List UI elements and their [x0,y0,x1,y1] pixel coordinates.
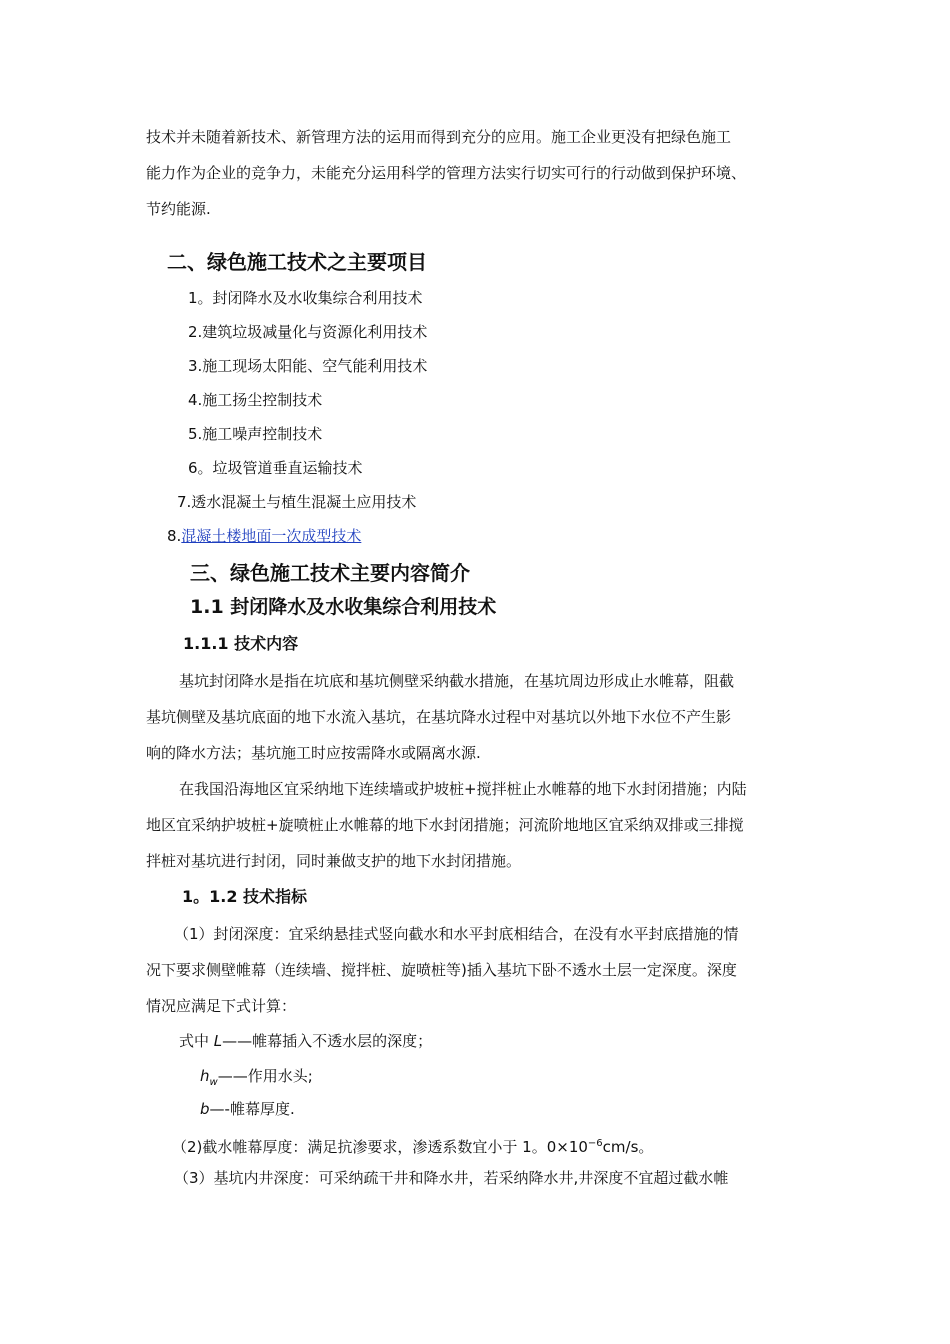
formula-legend-l: 式中 L——帷幕插入不透水层的深度； [179,1032,433,1050]
para2-line-1: 在我国沿海地区宜采纳地下连续墙或护坡桩+搅拌桩止水帷幕的地下水封闭措施；内陆 [179,780,747,798]
formula-legend-hw: $h_w——$作用水头; [200,1067,313,1088]
subsection-1-1-1-heading: 1.1.1 技术内容 [183,634,299,653]
var-l: L [213,1032,223,1050]
para3-line-2: 况下要求侧壁帷幕（连续墙、搅拌桩、旋喷桩等)插入基坑下卧不透水土层一定深度。深度 [146,961,737,979]
list-item-8 [167,526,361,546]
intro-line-3: 节约能源. [146,200,211,218]
list-item-6: 6。垃圾管道垂直运输技术 [188,459,363,477]
para2-line-2: 地区宜采纳护坡桩+旋喷桩止水帷幕的地下水封闭措施；河流阶地地区宜采纳双排或三排搅 [146,816,744,834]
intro-line-1: 技术并未随着新技术、新管理方法的运用而得到充分的应用。施工企业更没有把绿色施工 [146,128,732,146]
var-w-subscript: w [209,1077,218,1088]
para4-line: （2)截水帷幕厚度：满足抗渗要求，渗透系数宜小于 1。$0\times 10^{-6}cm/s$。 [172,1138,654,1156]
para5-line: （3）基坑内井深度：可采纳疏干井和降水井，若采纳降水井,井深度不宜超过截水帷 [174,1169,729,1187]
formula-legend-b: b—-帷幕厚度. [200,1100,295,1118]
list-item-1: 1。封闭降水及水收集综合利用技术 [188,289,423,307]
list-item-3: 3.施工现场太阳能、空气能利用技术 [188,357,428,375]
subsection-1-1-2-heading: 1。1.2 技术指标 [182,887,308,906]
subsection-1-1-heading: 1.1 封闭降水及水收集综合利用技术 [190,596,497,618]
para1-line-1: 基坑封闭降水是指在坑底和基坑侧壁采纳截水措施，在基坑周边形成止水帷幕，阻截 [179,672,735,690]
para3-line-1: （1）封闭深度：宜采纳悬挂式竖向截水和水平封底相结合，在没有水平封底措施的情 [174,925,739,943]
section3-heading: 三、绿色施工技术主要内容简介 [190,561,470,585]
section2-heading: 二、绿色施工技术之主要项目 [167,250,427,274]
var-b: b [200,1100,210,1118]
var-h: h [200,1067,210,1085]
list-item-8-number: 8. [167,527,182,545]
list-item-7: 7.透水混凝土与植生混凝土应用技术 [177,493,417,511]
list-item-4: 4.施工扬尘控制技术 [188,391,323,409]
list-item-2: 2.建筑垃圾减量化与资源化利用技术 [188,323,428,341]
list-item-5: 5.施工噪声控制技术 [188,425,323,443]
para1-line-2: 基坑侧壁及基坑底面的地下水流入基坑，在基坑降水过程中对基坑以外地下水位不产生影 [146,708,732,726]
intro-line-2: 能力作为企业的竞争力，未能充分运用科学的管理方法实行切实可行的行动做到保护环境、 [146,164,747,182]
list-item-8-link[interactable]: 混凝土楼地面一次成型技术 [181,527,362,545]
para1-line-3: 响的降水方法；基坑施工时应按需降水或隔离水源. [146,744,481,762]
para3-line-3: 情况应满足下式计算： [146,997,297,1015]
para2-line-3: 拌桩对基坑进行封闭，同时兼做支护的地下水封闭措施。 [146,852,522,870]
